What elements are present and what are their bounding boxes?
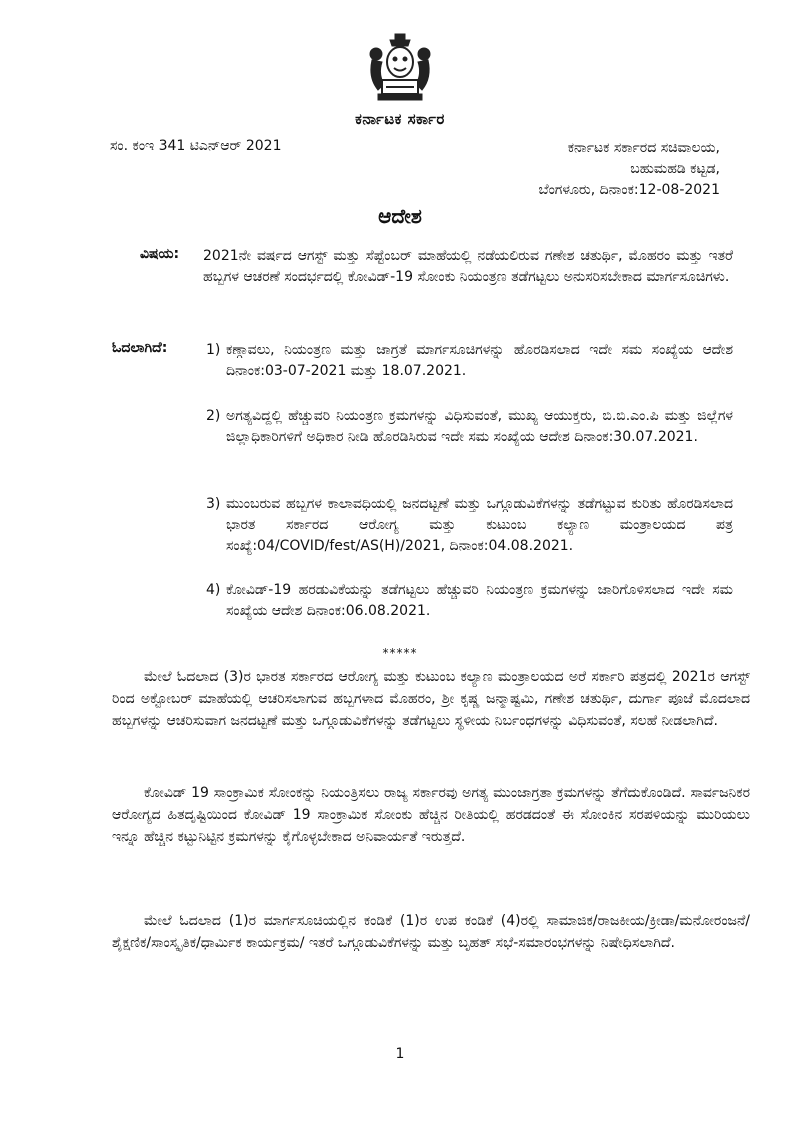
office-address <box>538 138 720 201</box>
reference-item <box>206 580 733 622</box>
reference-number: 4) <box>206 582 221 598</box>
references-label: ಓದಲಾಗಿದೆ: <box>112 340 168 356</box>
address-line: ಬಹುಮಹಡಿ ಕಟ್ಟಡ, <box>630 161 720 177</box>
reference-number: 3) <box>206 496 221 512</box>
body-paragraph <box>112 910 750 954</box>
subject-text: 2021ನೇ ವರ್ಷದ ಆಗಸ್ಟ್ ಮತ್ತು ಸೆಪ್ಟೆಂಬರ್ ಮಾಹೆಯಲ್ಲಿ ನಡೆಯಲಿರುವ ಗಣೇಶ ಚತುರ್ಥಿ, ಮೊಹರಂ ಮತ್ತು ಇತರೆ ಹಬ್ಬಗಳ ಆಚರಣೆ ಸಂದರ್ಭದಲ್ಲಿ ಕೋವಿಡ್-19 ಸೋಂಕು ನಿಯಂತ್ರಣ ತಡೆಗಟ್ಟಲು ಅನುಸರಿಸಬೇಕಾದ ಮಾರ್ಗಸೂಚಿಗಳು. <box>203 248 733 285</box>
address-line: ಕರ್ನಾಟಕ ಸರ್ಕಾರದ ಸಚಿವಾಲಯ, <box>567 140 720 156</box>
page-number: 1 <box>395 1046 405 1062</box>
reference-number: 2) <box>206 408 221 424</box>
reference-number: 1) <box>206 342 221 358</box>
reference-item <box>206 406 733 448</box>
reference-item <box>206 494 733 557</box>
government-name: ಕರ್ನಾಟಕ ಸರ್ಕಾರ <box>355 110 445 128</box>
reference-text: ಅಗತ್ಯವಿದ್ದಲ್ಲಿ ಹೆಚ್ಚುವರಿ ನಿಯಂತ್ರಣ ಕ್ರಮಗಳನ್ನು ವಿಧಿಸುವಂತೆ, ಮುಖ್ಯ ಆಯುಕ್ತರು, ಬಿ.ಬಿ.ಎಂ.ಪಿ ಮತ್ತು ಜಿಲ್ಲೆಗಳ ಜಿಲ್ಲಾಧಿಕಾರಿಗಳಿಗೆ ಅಧಿಕಾರ ನೀಡಿ ಹೊರಡಿಸಿರುವ ಇದೇ ಸಮ ಸಂಖ್ಯೆಯ ಆದೇಶ ದಿನಾಂಕ:30.07.2021. <box>226 408 733 445</box>
section-separator: ***** <box>382 646 418 660</box>
state-emblem-icon <box>364 30 436 108</box>
reference-text: ಕಣ್ಗಾವಲು, ನಿಯಂತ್ರಣ ಮತ್ತು ಜಾಗ್ರತೆ ಮಾರ್ಗಸೂಚಿಗಳನ್ನು ಹೊರಡಿಸಲಾದ ಇದೇ ಸಮ ಸಂಖ್ಯೆಯ ಆದೇಶ ದಿನಾಂಕ:03-07-2021 ಮತ್ತು 18.07.2021. <box>226 342 733 379</box>
body-paragraph <box>112 782 750 848</box>
order-reference-number: ಸಂ. ಕಂಇ 341 ಟಿಎನ್ಆರ್ 2021 <box>110 138 282 154</box>
reference-text: ಕೋವಿಡ್-19 ಹರಡುವಿಕೆಯನ್ನು ತಡೆಗಟ್ಟಲು ಹೆಚ್ಚುವರಿ ನಿಯಂತ್ರಣ ಕ್ರಮಗಳನ್ನು ಜಾರಿಗೊಳಿಸಲಾದ ಇದೇ ಸಮ ಸಂಖ್ಯೆಯ ಆದೇಶ ದಿನಾಂಕ:06.08.2021. <box>226 582 733 619</box>
reference-item <box>206 340 733 382</box>
paragraph-text: ಮೇಲೆ ಓದಲಾದ (1)ರ ಮಾರ್ಗಸೂಚಿಯಲ್ಲಿನ ಕಂಡಿಕೆ (1)ರ ಉಪ ಕಂಡಿಕೆ (4)ರಲ್ಲಿ ಸಾಮಾಜಿಕ/ರಾಜಕೀಯ/ಕ್ರೀಡಾ/ಮನೋರಂಜನೆ/ಶೈಕ್ಷಣಿಕ/ಸಾಂಸ್ಕೃತಿಕ/ಧಾರ್ಮಿಕ ಕಾರ್ಯಕ್ರಮ/ ಇತರೆ ಒಗ್ಗೂಡುವಿಕೆಗಳನ್ನು ಮತ್ತು ಬೃಹತ್ ಸಭೆ-ಸಮಾರಂಭಗಳನ್ನು ನಿಷೇಧಿಸಲಾಗಿದೆ. <box>112 913 750 951</box>
paragraph-text: ಮೇಲೆ ಓದಲಾದ (3)ರ ಭಾರತ ಸರ್ಕಾರದ ಆರೋಗ್ಯ ಮತ್ತು ಕುಟುಂಬ ಕಲ್ಯಾಣ ಮಂತ್ರಾಲಯದ ಅರೆ ಸರ್ಕಾರಿ ಪತ್ರದಲ್ಲಿ 2021ರ ಆಗಸ್ಟ್ ರಿಂದ ಅಕ್ಟೋಬರ್ ಮಾಹೆಯಲ್ಲಿ ಆಚರಿಸಲಾಗುವ ಹಬ್ಬಗಳಾದ ಮೊಹರಂ, ಶ್ರೀ ಕೃಷ್ಣ ಜನ್ಮಾಷ್ಟಮಿ, ಗಣೇಶ ಚತುರ್ಥಿ, ದುರ್ಗಾ ಪೂಜೆ ಮೊದಲಾದ ಹಬ್ಬಗಳನ್ನು ಆಚರಿಸುವಾಗ ಜನದಟ್ಟಣೆ ಮತ್ತು ಒಗ್ಗೂಡುವಿಕೆಗಳನ್ನು ತಡೆಗಟ್ಟಲು ಸ್ಥಳೀಯ ನಿರ್ಬಂಧಗಳನ್ನು ವಿಧಿಸುವಂತೆ, ಸಲಹೆ ನೀಡಲಾಗಿದೆ. <box>112 669 750 729</box>
paragraph-text: ಕೋವಿಡ್ 19 ಸಾಂಕ್ರಾಮಿಕ ಸೋಂಕನ್ನು ನಿಯಂತ್ರಿಸಲು ರಾಜ್ಯ ಸರ್ಕಾರವು ಅಗತ್ಯ ಮುಂಜಾಗ್ರತಾ ಕ್ರಮಗಳನ್ನು ತೆಗೆದುಕೊಂಡಿದೆ. ಸಾರ್ವಜನಿಕರ ಆರೋಗ್ಯದ ಹಿತದೃಷ್ಟಿಯಿಂದ ಕೋವಿಡ್ 19 ಸಾಂಕ್ರಾಮಿಕ ಸೋಂಕು ಹೆಚ್ಚಿನ ರೀತಿಯಲ್ಲಿ ಹರಡದಂತೆ ಈ ಸೋಂಕಿನ ಸರಪಳಿಯನ್ನು ಮುರಿಯಲು ಇನ್ನೂ ಹೆಚ್ಚಿನ ಕಟ್ಟುನಿಟ್ಟಿನ ಕ್ರಮಗಳನ್ನು ಕೈಗೊಳ್ಳಬೇಕಾದ ಅನಿವಾರ್ಯತೆ ಇರುತ್ತದೆ. <box>112 785 750 845</box>
order-title: ಆದೇಶ <box>378 204 422 228</box>
reference-text: ಮುಂಬರುವ ಹಬ್ಬಗಳ ಕಾಲಾವಧಿಯಲ್ಲಿ ಜನದಟ್ಟಣೆ ಮತ್ತು ಒಗ್ಗೂಡುವಿಕೆಗಳನ್ನು ತಡೆಗಟ್ಟುವ ಕುರಿತು ಹೊರಡಿಸಲಾದ ಭಾರತ ಸರ್ಕಾರದ ಆರೋಗ್ಯ ಮತ್ತು ಕುಟುಂಬ ಕಲ್ಯಾಣ ಮಂತ್ರಾಲಯದ ಪತ್ರ ಸಂಖ್ಯೆ:04/COVID/fest/AS(H)/2021, ದಿನಾಂಕ:04.08.2021. <box>226 496 733 554</box>
subject-label: ವಿಷಯ: <box>140 246 180 262</box>
body-paragraph <box>112 666 750 732</box>
address-line-date: ಬೆಂಗಳೂರು, ದಿನಾಂಕ:12-08-2021 <box>538 182 720 198</box>
